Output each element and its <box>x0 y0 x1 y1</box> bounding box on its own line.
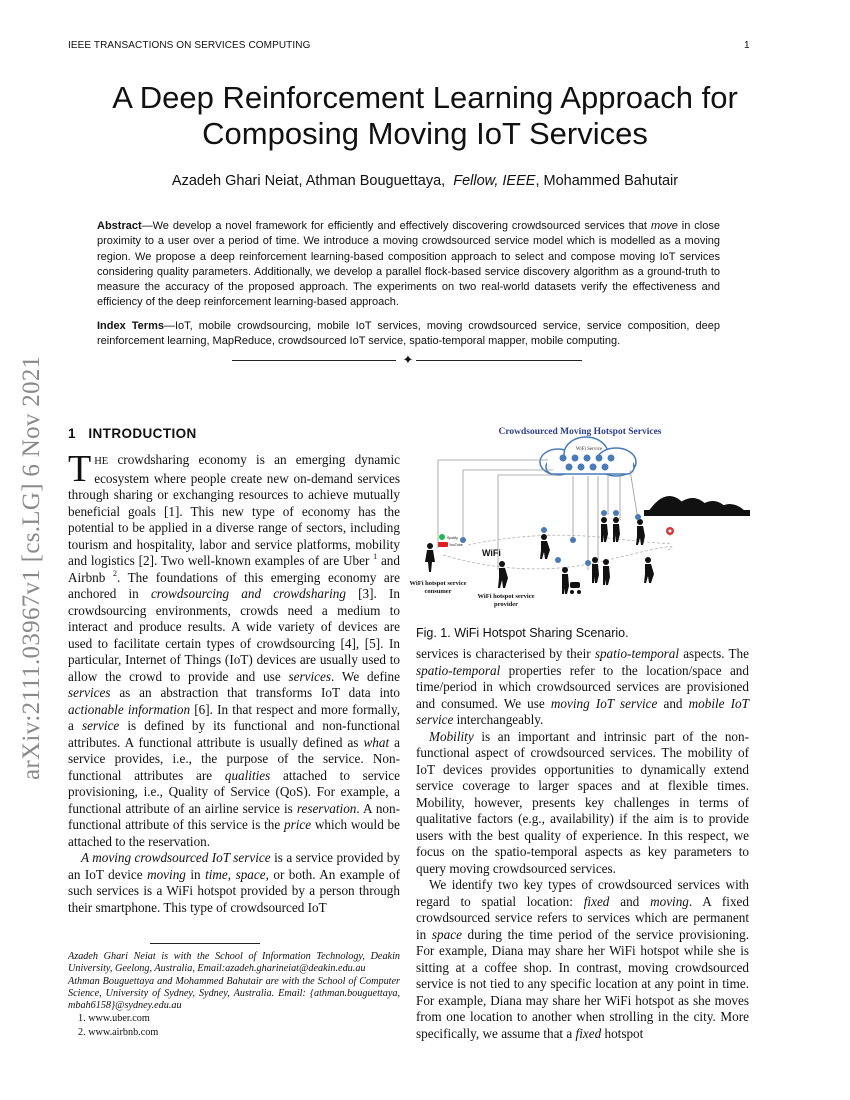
figure-wifi-scenario <box>408 420 753 620</box>
person-icon <box>603 559 610 585</box>
person-icon <box>540 534 550 559</box>
title-line-1: A Deep Reinforcement Learning Approach for <box>112 80 738 115</box>
author-fellow: Fellow, IEEE <box>453 173 536 189</box>
text-run: . The foundations of this emerging economy are anchored in <box>68 569 400 601</box>
footnote-rule <box>150 943 260 944</box>
person-icon <box>613 517 620 542</box>
title-line-2: Composing Moving IoT Services <box>202 116 648 151</box>
text-run: hotspot <box>601 1025 644 1041</box>
opera-house-icon <box>644 496 750 516</box>
text-run: [3]. In crowdsourcing environments, crowds need a medium to interact and produce results. A wide variety of devices are used to facilitate certain types of crowdsourcing [4], [5]. In particular, Internet of Things (IoT) devices are usually used to allow the crowd to provide and use <box>68 586 400 684</box>
affiliation-1: Azadeh Ghari Neiat is with the School of Information Technology, Deakin University, Geelong, Australia, Email:azadeh.gharineiat@deakin.edu.au <box>68 951 400 975</box>
figure-title: Crowdsourced Moving Hotspot Services <box>498 427 662 437</box>
provider-label-line-1: WiFi hotspot service <box>477 593 535 600</box>
emphasis: fixed <box>583 893 610 909</box>
emphasis: reservation <box>296 800 357 816</box>
text-run: services is characterised by their <box>416 646 595 661</box>
text-run: [6]. In that respect and more formally, a <box>68 701 400 733</box>
emphasis: space <box>431 926 462 942</box>
emphasis: fixed <box>575 1025 602 1041</box>
footnote-ref-2: 2 <box>112 568 117 578</box>
spotify-icon <box>439 534 445 540</box>
emphasis: crowdsourcing and crowdsharing <box>150 586 346 601</box>
person-icon <box>498 561 508 588</box>
spotify-label: Spotify <box>447 536 458 540</box>
emphasis: space <box>235 866 266 882</box>
emphasis: what <box>363 734 390 750</box>
section-heading <box>68 426 197 441</box>
youtube-label: YouTube <box>449 543 463 547</box>
person-icon <box>425 543 435 572</box>
person-with-stroller-icon <box>562 567 581 594</box>
person-icon <box>644 557 654 583</box>
abstract <box>97 219 720 311</box>
emphasis: service <box>81 718 120 733</box>
text-run: which would be attached to the reservation. <box>68 817 400 849</box>
footnote-1: 1. www.uber.com <box>78 1013 150 1025</box>
youtube-icon <box>438 542 448 547</box>
abstract-text-1: —We develop a novel framework for efficiently and effectively discovering crowdsourced services that <box>141 220 651 232</box>
arxiv-stamp: arXiv:2111.03967v1 [cs.LG] 6 Nov 2021 <box>18 355 45 780</box>
separator-line-right <box>416 360 582 361</box>
footnotes <box>68 951 400 1039</box>
abstract-move: move <box>650 220 678 232</box>
emphasis: Mobility <box>429 728 474 744</box>
text-run: is defined by its functional and non-functional attributes. A functional attribute is usually defined as <box>68 718 400 750</box>
index-terms-label: Index Terms <box>97 320 164 332</box>
text-run: as an abstraction that transforms IoT data into <box>110 685 400 700</box>
emphasis: spatio-temporal <box>594 646 680 661</box>
emphasis: moving IoT service <box>550 695 658 711</box>
text-run: attached to service provisioning, i.e., Quality of Service (QoS). For example, a functional attribute of an airline service is <box>68 767 401 816</box>
text-run: and <box>609 893 651 909</box>
paragraph-right-3 <box>416 877 749 1042</box>
emphasis: price <box>283 817 312 832</box>
figure-caption: Fig. 1. WiFi Hotspot Sharing Scenario. <box>416 626 629 640</box>
separator-line-left <box>232 360 396 361</box>
text-run: interchangeably. <box>453 712 544 727</box>
text-run: and Airbnb <box>68 553 400 585</box>
emphasis: services <box>68 685 111 700</box>
emphasis: services <box>288 668 332 684</box>
paper-title <box>40 80 810 152</box>
paragraph-intro-2 <box>68 850 400 916</box>
consumer-label-line-1: WiFi hotspot service <box>409 580 467 587</box>
emphasis: A moving crowdsourced IoT service <box>81 850 271 865</box>
abstract-text-2: in close proximity to a user over a period of time. We introduce a moving crowdsourced service model which is modelled as a moving region. We propose a deep reinforcement learning-based composition approach to select and compose moving IoT services considering quality parameters. Additionally, we develop a parallel flock-based service discovery algorithm as a ground-truth to measure the accuracy of the proposed approach. The experiments on two real-world datasets verify the effectiveness and efficiency of the deep reinforcement learning-based approach. <box>97 220 720 309</box>
emphasis: moving <box>147 866 186 882</box>
separator-diamond: ✦ <box>402 352 414 367</box>
affiliation-2: Athman Bouguettaya and Mohammed Bahutair are with the School of Computer Science, University of Sydney, Sydney, Australia. Email: {athman.bouguettaya, mbah6158}@sydney.edu.au <box>68 975 400 1012</box>
location-pin-icon <box>666 527 674 536</box>
dropcap: T <box>68 448 92 490</box>
text-run: and <box>657 695 689 711</box>
text-run: properties refer to the location/space and time/period in which crowdsourced services are provisioned and consumed. We use <box>416 662 749 711</box>
text-run: , <box>227 866 236 882</box>
column-left <box>68 448 401 916</box>
index-terms-text: —IoT, mobile crowdsourcing, mobile IoT services, moving crowdsourced service, service composition, deep reinforcement learning, MapReduce, crowdsourced IoT service, spatio-temporal mapper, mobile computing. <box>97 320 720 348</box>
text-run: , or both. An example of such services is a WiFi hotspot provided by a person through their smartphone. This type of crowdsourced IoT <box>68 866 400 915</box>
abstract-label: Abstract <box>97 220 142 232</box>
paragraph-right-2 <box>416 729 749 878</box>
text-run: aspects. The <box>679 646 749 661</box>
text-run: a service provides, i.e., the purpose of the service. Non-functional attributes are <box>68 734 401 783</box>
person-icon <box>592 557 599 583</box>
connection-lines <box>438 460 638 570</box>
running-head: IEEE TRANSACTIONS ON SERVICES COMPUTING <box>68 40 311 51</box>
text-run: . A fixed crowdsourced service refers to services which are permanent in <box>416 893 749 942</box>
author-last: , Mohammed Bahutair <box>535 173 679 189</box>
text-run: We identify two key types of crowdsourced services with regard to spatial location: <box>416 877 749 909</box>
person-icon <box>601 517 608 542</box>
cloud-label: WiFi Service <box>575 447 603 452</box>
person-icon <box>636 519 645 545</box>
footnote-2: 2. www.airbnb.com <box>78 1026 159 1038</box>
author-names: Azadeh Ghari Neiat, Athman Bouguettaya, <box>171 173 446 189</box>
text-run: is a service provided by an IoT device <box>68 850 400 882</box>
text-run: . We define <box>331 668 400 684</box>
emphasis: moving <box>650 893 689 909</box>
text-run: crowdsharing economy is an emerging dynamic ecosystem where people create new on-demand services through sharing or exchanging resources to achieve mutually beneficial goals [1]. This new type of economy has the potential to be applied in a diverse range of sectors, including tourism and hospitality, labor and service platforms, mobility and logistics [2]. Two well-known examples of are Uber <box>68 452 400 568</box>
section-title: INTRODUCTION <box>88 426 197 441</box>
emphasis: actionable information <box>68 701 191 717</box>
emphasis: spatio-temporal <box>416 662 501 678</box>
emphasis: mobile IoT service <box>416 695 749 727</box>
text-run: is an important and intrinsic part of the non-functional aspect of crowdsourced services. The mobility of IoT devices provides opportunities to dynamically extend service coverage to larger spaces and at flexible times. Mobility, however, presents key challenges in terms of qualitative factors (e.g., availability) if the aim is to provide users with the best quality of experience. In this respect, we focus on the spatio-temporal aspects as key parameters to query moving crowdsourced services. <box>416 728 749 876</box>
consumer-label-line-2: consumer <box>424 588 452 595</box>
text-run: . A non-functional attribute of this service is the <box>68 800 400 832</box>
paragraph-right-1 <box>416 646 749 729</box>
paragraph-intro-1 <box>68 448 401 850</box>
section-number: 1 <box>68 426 76 441</box>
footnote-ref-1: 1 <box>373 552 378 561</box>
emphasis: qualities <box>224 767 271 783</box>
emphasis: time <box>205 866 228 882</box>
text-run: during the time period of the service provisioning. For example, Diana may share her WiFi hotspot while she is sitting at a coffee shop. In contrast, moving crowdsourced service is not tied to any specific location at any point in time. For example, Diana may share her WiFi hotspot as she moves from one location to another when strolling in the city. More specifically, we assume that a <box>416 926 749 1041</box>
wifi-word: WiFi <box>482 548 501 558</box>
smallcaps-he: HE <box>94 456 109 467</box>
index-terms <box>97 319 720 350</box>
page-number: 1 <box>744 40 750 51</box>
provider-label-line-2: provider <box>493 601 519 608</box>
text-run: in <box>185 866 206 882</box>
author-list <box>40 173 810 189</box>
column-right <box>416 646 749 1042</box>
